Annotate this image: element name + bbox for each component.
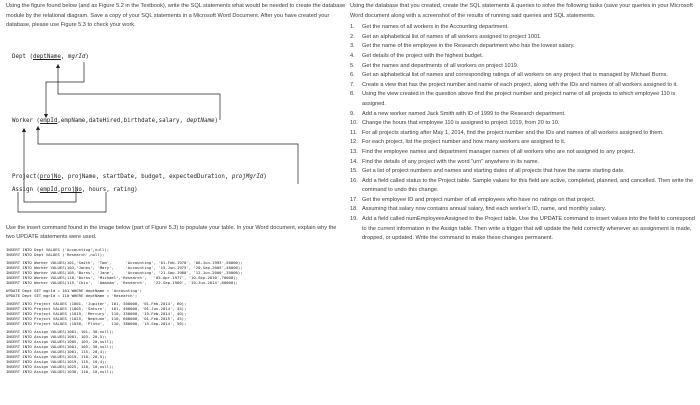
task-number: 1. <box>350 24 355 31</box>
insert-instructions: Use the insert command found in the image below (part of Figure 5.3) to populate your table. In your Word document, explain why the two UPDATE statements were used. <box>6 224 337 241</box>
task-item <box>350 52 696 62</box>
code-line: UPDATE Dept SET mgrId = 110 WHERE deptName = 'Research'; <box>6 292 138 298</box>
task-text: Find the details of any project with the word "urn" anywhere in its name. <box>362 158 540 165</box>
task-text: Get the employee ID and project number of all employees who have no ratings on that project. <box>362 196 596 203</box>
task-number: 10. <box>350 120 358 127</box>
task-text: Add a field called status to the Project table. Sample values for this field are active, completed, planned, and cancelled. Then write the command to undo this change. <box>362 177 694 194</box>
task-text: Get the names of all workers in the Accounting department. <box>362 24 509 31</box>
task-item <box>350 23 696 33</box>
code-line: INSERT INTO Assign VALUES(1001, 115, 20,4); <box>6 348 107 354</box>
code-line: INSERT INTO Assign VALUES(1001, 105, 30,null); <box>6 343 114 349</box>
code-line: INSERT INTO Project VALUES (1005, 'Saturn', 101, 400000, '01-Jun-2014', 35); <box>6 305 187 311</box>
left-column <box>6 2 346 403</box>
code-line: INSERT INTO Assign VALUES(1005, 103, 20,null); <box>6 338 114 344</box>
task-number: 17. <box>350 196 358 203</box>
task-text: Add a new worker named Jack Smith with ID of 1999 to the Research department. <box>362 110 566 117</box>
task-item <box>350 138 696 148</box>
task-item <box>350 33 696 43</box>
task-text: Create a view that has the project number and name of each project, along with the IDs and names of all workers assigned to it. <box>362 81 678 88</box>
code-line: INSERT INTO Project VALUES (1030, 'Pluto', 110, 380000, '15-Sep-2014', 50); <box>6 320 187 326</box>
task-item <box>350 90 696 109</box>
code-line: INSERT INTO Assign VALUES(1025, 110, 10,null); <box>6 363 114 369</box>
task-item <box>350 81 696 91</box>
task-number: 6. <box>350 72 355 79</box>
task-item <box>350 110 696 120</box>
project-relation: Project(projNo, projName, startDate, budget, expectedDuration, projMgrId) <box>12 173 267 180</box>
code-line: INSERT INTO Project VALUES (1019, 'Mercury', 110, 350000, '15-Feb-2014', 40); <box>6 310 187 316</box>
task-number: 3. <box>350 43 355 50</box>
tasks-intro: Using the database that you created, create the SQL statements & queries to solve the following tasks (save your queries in your Microsoft Word document along with a screenshot of the results of running said queries and SQL statements. <box>350 3 693 19</box>
task-number: 9. <box>350 110 355 117</box>
task-item <box>350 119 696 129</box>
task-number: 16. <box>350 177 358 184</box>
assignment-intro: Using the figure found below (and as Figure 5.2 in the Textbook), write the SQL statements what would be needed to create the database module by the relational diagram. Save a copy of your SQL statements in a Microsoft Word Document. After you have created your database, please use Figure 5.3 to check your work. <box>6 3 346 29</box>
task-number: 2. <box>350 33 355 40</box>
task-number: 13. <box>350 148 358 155</box>
task-text: Get the name of the employee in the Research department who has the lowest salary. <box>362 43 575 50</box>
task-item <box>350 158 696 168</box>
relational-diagram <box>6 34 346 222</box>
task-item <box>350 62 696 72</box>
code-line: INSERT INTO Dept VALUES ('Accounting',null); <box>6 246 110 252</box>
task-number: 11. <box>350 129 358 136</box>
task-number: 18. <box>350 206 358 213</box>
task-text: For all projects starting after May 1, 2014, find the project number and the IDs and names of all workers assigned to them. <box>362 129 664 136</box>
task-text: Get details of the project with the highest budget. <box>362 52 484 59</box>
task-text: For each project, list the project number and how many workers are assigned to it. <box>362 139 566 146</box>
code-line: INSERT INTO Project VALUES (1001, 'Jupiter', 101, 300000, '01-Feb-2014', 60); <box>6 300 187 306</box>
task-item <box>350 71 696 81</box>
task-text: Get an alphabetical list of names and corresponding ratings of all workers on any project that is managed by Michael Burns. <box>362 72 668 79</box>
task-text: Get an alphabetical list of names of all workers assigned to project 1001. <box>362 33 542 40</box>
code-line: INSERT INTO Assign VALUES(1019, 115, 10,4); <box>6 358 107 364</box>
code-line: INSERT INTO Worker VALUES(103,'Jones', 'Mary', 'Accounting', '15-Jun-1975', '20-Sep-2005',48000); <box>6 264 243 270</box>
task-item <box>350 167 696 177</box>
task-number: 14. <box>350 158 358 165</box>
worker-relation: Worker (empId,empName,dateHired,birthdate,salary, deptName) <box>12 117 218 124</box>
code-line: INSERT INTO Assign VALUES(1030, 110, 10,null); <box>6 368 114 374</box>
task-text: Using the view created in the question above find the project number and project name of all projects to which employee 110 is assigned. <box>362 91 676 107</box>
code-line: INSERT INTO Dept VALUES ('Research',null); <box>6 251 105 257</box>
task-number: 19. <box>350 216 358 223</box>
task-text: Get the names and departments of all workers on project 1019. <box>362 62 519 69</box>
task-number: 15. <box>350 168 358 175</box>
task-number: 8. <box>350 91 355 98</box>
code-line: INSERT INTO Worker VALUES(101,'Smith', 'Tom', 'Accounting', '01-Feb-1970', '06-Jun-1993',50000); <box>6 259 243 265</box>
task-number: 5. <box>350 62 355 69</box>
code-line: INSERT INTO Worker VALUES(110,'Burns', 'Michael','Research', '05-Apr-1977', '10-Sep-2010',70000); <box>6 274 238 280</box>
task-number: 7. <box>350 81 355 88</box>
code-line: INSERT INTO Assign VALUES(1001, 103, 20,5); <box>6 333 107 339</box>
code-line: INSERT INTO Worker VALUES(105,'Burns', 'Jane', 'Accounting', '21-Sep-1980', '12-Jun-2000',39000); <box>6 269 243 275</box>
task-item <box>350 177 696 196</box>
task-item <box>350 205 696 215</box>
task-item <box>350 42 696 52</box>
task-number: 4. <box>350 52 355 59</box>
task-item <box>350 215 696 244</box>
task-text: Find the employee names and department manager names of all workers who are not assigned to any project. <box>362 148 636 155</box>
task-list <box>350 23 696 244</box>
task-text: Get a list of project numbers and names and starting dates of all projects that have the same starting date. <box>362 168 625 175</box>
dept-relation: Dept (deptName, mgrId) <box>12 53 89 60</box>
code-line: INSERT INTO Assign VALUES(1019, 110, 20,5); <box>6 353 107 359</box>
task-number: 12. <box>350 139 358 146</box>
assign-relation-line: Assign (empId,projNo, hours, rating) <box>12 186 138 193</box>
task-item <box>350 129 696 139</box>
task-item <box>350 148 696 158</box>
right-column <box>350 2 696 403</box>
task-text: Change the hours that employee 110 is assigned to project 1019, from 20 to 10. <box>362 120 560 127</box>
code-line: UPDATE Dept SET mgrId = 101 WHERE deptName = 'Accounting'; <box>6 287 142 293</box>
task-text: Add a field called numEmployeesAssigned to the Project table. Use the UPDATE command to insert values into the field to correspond to the current information in the Assign table. Then write a trigger that will update the field correctly whenever an assignment is made, dropped, or updated. Write the command to make these changes permanent. <box>362 216 695 242</box>
task-text: Assuming that salary now contains annual salary, find each worker's ID, name, and monthly salary. <box>362 206 606 213</box>
fk-arrows <box>6 34 346 222</box>
code-line: INSERT INTO Worker VALUES(115,'Chin', 'Amanda', 'Research', '22-Sep-1980', '19-Jun-2014',60000); <box>6 279 238 285</box>
code-line: INSERT INTO Project VALUES (1025, 'Neptune', 110, 600000, '01-Feb-2015', 45); <box>6 315 187 321</box>
insert-statements <box>6 247 346 374</box>
task-item <box>350 196 696 206</box>
code-line: INSERT INTO Assign VALUES(1001, 101, 30,null); <box>6 328 114 334</box>
